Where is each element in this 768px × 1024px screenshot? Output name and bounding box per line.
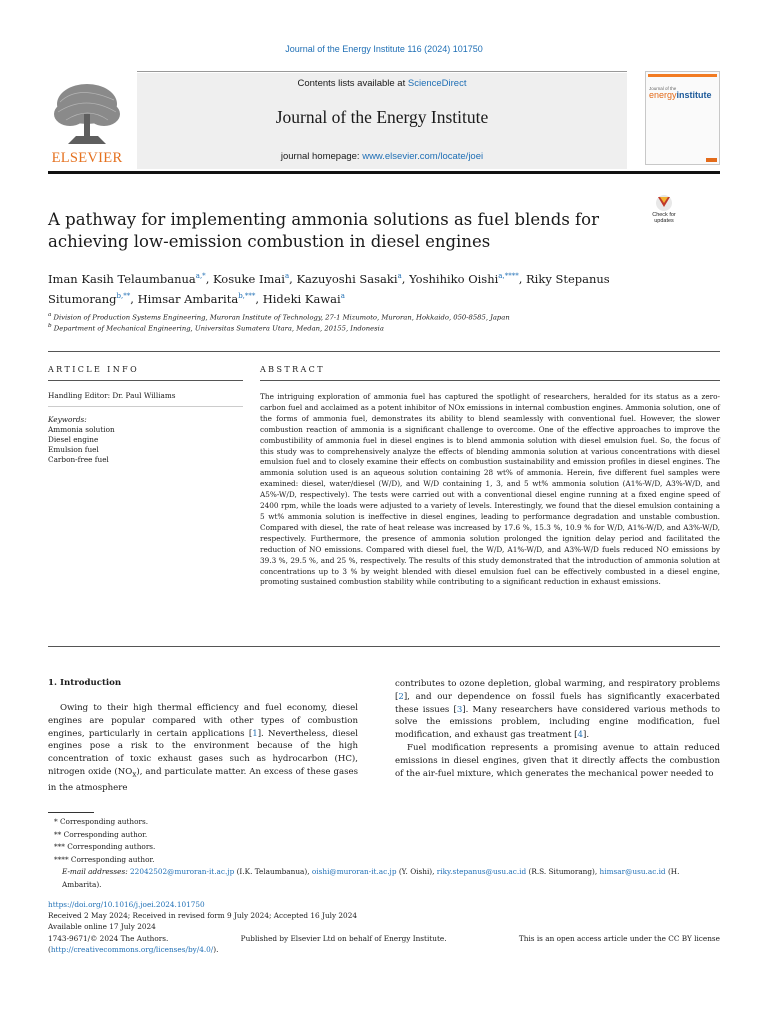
license-paren-close: ). (213, 944, 219, 954)
email-owner: (R.S. Situmorang), (528, 867, 598, 877)
contents-prefix: Contents lists available at (297, 78, 408, 89)
intro-paragraph: Fuel modification represents a promising avenue to attain reduced emissions in diesel engines, given that it directly affects the combustion of the air-fuel mixture, which generates the mechanical power needed to (395, 742, 720, 779)
keyword-item: Diesel engine (48, 435, 99, 444)
keyword-item: Emulsion fuel (48, 445, 99, 454)
author-affiliation-mark[interactable]: a,**** (498, 272, 519, 280)
keywords-label: Keywords: (48, 415, 87, 424)
affiliation-a (48, 312, 510, 321)
email-label: E-mail addresses: (62, 867, 128, 877)
sciencedirect-link[interactable]: ScienceDirect (407, 78, 467, 89)
author-affiliation-mark[interactable]: a (284, 272, 290, 280)
doi-link[interactable]: https://doi.org/10.1016/j.joei.2024.101750 (48, 900, 205, 909)
article-info-heading: ARTICLE INFO (48, 365, 140, 374)
citation-link[interactable]: 4 (577, 730, 583, 741)
email-addresses (48, 866, 720, 891)
author-affiliation-mark[interactable]: a (340, 291, 345, 300)
intro-text: Owing to their high thermal efficiency and fuel economy, diesel engines are popular compared with other types of combustion engines, particularly in certain applications [ (48, 703, 358, 739)
license-paren-open: ( (48, 944, 51, 954)
author-affiliation-mark[interactable]: b,*** (238, 291, 256, 300)
citation-link[interactable]: 1 (252, 728, 258, 739)
email-link[interactable]: oishi@muroran-it.ac.jp (311, 867, 397, 877)
author-name: Riky Stepanus Situmorang (48, 271, 610, 306)
header-top-rule (137, 71, 627, 72)
author-name: Iman Kasih Telaumbanua (48, 271, 196, 286)
journal-citation[interactable]: Journal of the Energy Institute 116 (2024) 101750 (285, 44, 483, 54)
author-affiliation-mark[interactable]: b,** (116, 291, 131, 300)
license-line (48, 933, 720, 944)
citation-link[interactable]: 3 (456, 704, 463, 715)
introduction-heading: 1. Introduction (48, 678, 122, 688)
article-info-rule (48, 380, 243, 381)
subscript-x: x (132, 769, 137, 779)
intro-text: ]. Many researchers have considered various methods to solve the emissions problem, including engine modification, fuel modification, and exhaust gas treatment [ (395, 704, 720, 741)
handling-editor-rule (48, 406, 243, 407)
cover-stripe (648, 74, 717, 77)
license-part: Published by Elsevier Ltd on behalf of Energy Institute. (240, 933, 447, 943)
email-owner: (I.K. Telaumbanua), (236, 867, 310, 877)
publication-info (48, 899, 720, 955)
email-owner: (H. Ambarita). (62, 867, 680, 889)
footnote-item: ** Corresponding author. (54, 829, 148, 839)
available-online: Available online 17 July 2024 (48, 922, 156, 932)
license-link[interactable]: http://creativecommons.org/licenses/by/4.0/ (50, 944, 214, 954)
author-affiliation-mark[interactable]: a (397, 272, 402, 280)
email-link[interactable]: himsar@usu.ac.id (599, 867, 666, 877)
author-name: Kazuyoshi Sasaki (296, 271, 398, 286)
author-affiliation-mark[interactable]: a,* (195, 272, 206, 280)
intro-text: ]. Nevertheless, diesel engines pose a risk to the environment because of the high concentration of toxic exhaust gases such as hydrocarbon (HC), nitrogen oxide (NO (48, 728, 358, 777)
keywords-list (48, 425, 115, 465)
intro-right-column (395, 678, 720, 780)
check-for-updates-label[interactable] (644, 212, 684, 224)
intro-text: ], and our dependence on fossil fuels has significantly exacerbated these issues [ (395, 691, 720, 715)
cover-title-line1: energy (649, 90, 677, 100)
keyword-item: Ammonia solution (48, 425, 115, 434)
email-owner: (Y. Oishi), (398, 867, 435, 877)
author-name: Himsar Ambarita (137, 291, 239, 306)
article-title: A pathway for implementing ammonia solutions as fuel blends for achieving low-emission combustion in diesel engines (48, 210, 599, 251)
license-part: This is an open access article under the CC BY license (518, 933, 720, 943)
footnote-item: *** Corresponding authors. (54, 842, 156, 852)
email-link[interactable]: 22042502@muroran-it.ac.jp (130, 867, 235, 877)
affiliation-text: Division of Production Systems Engineering, Muroran Institute of Technology, 27-1 Mizumoto, Muroran, Hokkaido, 050-8585, Japan (53, 313, 510, 322)
affiliation-mark: b (48, 323, 52, 329)
check-label-line1: Check for (652, 212, 676, 218)
author-list: Iman Kasih Telaumbanua$^{a,*}$, Kosuke Imai$^a$, Kazuyoshi Sasaki$^a$, Yoshihiko Oishi$^{a,****}$, Riky Stepanus Situmorang$^{b,**}$, Himsar Ambarita$^{b,***}$, Hideki Kawai$^a$ (48, 271, 610, 306)
email-link[interactable]: riky.stepanus@usu.ac.id (436, 867, 527, 877)
affiliation-mark: a (48, 312, 52, 318)
cover-footer-mark (706, 158, 717, 162)
footnote-rule (48, 812, 94, 813)
footnote-item: * Corresponding authors. (54, 817, 149, 826)
footnotes (48, 816, 720, 892)
elsevier-wordmark[interactable]: ELSEVIER (51, 150, 123, 166)
author-name: Kosuke Imai (213, 271, 285, 286)
contents-available-line (137, 78, 627, 89)
author-name: Yoshihiko Oishi (409, 271, 499, 286)
abstract-rule (260, 380, 720, 381)
license-part: 1743-9671/© 2024 The Authors. (48, 933, 169, 943)
homepage-link[interactable]: www.elsevier.com/locate/joei (362, 151, 484, 162)
cover-title-line2: institute (676, 90, 712, 100)
intro-left-column (48, 702, 358, 794)
affiliation-b (48, 323, 384, 332)
check-label-line2: updates (654, 218, 674, 224)
journal-name: Journal of the Energy Institute (275, 107, 489, 127)
handling-editor: Handling Editor: Dr. Paul Williams (48, 391, 176, 400)
footnote-item: **** Corresponding author. (54, 854, 155, 864)
affiliation-text: Department of Mechanical Engineering, Universitas Sumatera Utara, Medan, 20155, Indonesia (53, 324, 384, 333)
intro-text: ]. (583, 730, 590, 741)
abstract-bottom-rule (48, 646, 720, 647)
abstract-heading: ABSTRACT (260, 365, 325, 374)
homepage-prefix: journal homepage: (280, 151, 363, 162)
header-thick-rule (48, 171, 720, 174)
author-name: Hideki Kawai (262, 291, 341, 306)
intro-paragraph (395, 678, 720, 742)
license-link-line (48, 944, 720, 955)
intro-text: contributes to ozone depletion, global warming, and respiratory problems [ (395, 679, 720, 702)
journal-homepage-line (137, 151, 627, 162)
received-dates: Received 2 May 2024; Received in revised form 9 July 2024; Accepted 16 July 2024 (48, 911, 357, 921)
section-divider (48, 351, 720, 352)
abstract-text: The intriguing exploration of ammonia fuel has captured the spotlight of researchers, heralded for its status as a zero-carbon fuel and acclaimed as a potent inhibitor of NOx emissions in internal combustion engines. Ammonia solution, one of the forms of ammonia fuel, demonstrates its ability to blend seamlessly with conventional fuel. However, the slower combustion reaction of ammonia is a significant challenge to overcome. One of the effective approaches to improve the combustibility of ammonia fuel in diesel engines is to blend ammonia solution with diesel emulsion fuel. So, the focus of this study was to comprehensively analyze the effects of blending ammonia solution at various concentrations with diesel emulsion fuel and to closely examine their effects on combustion sustainability and emission profiles in diesel engines. The ammonia solution used is an aqueous solution containing 28 wt% of ammonia. Herein, five different fuel samples were examined: diesel, water/diesel (W/D), and W/D containing 1, 3, and 5 wt% ammonia solution (A1%-W/D, A3%-W/D, and A5%-W/D, respectively). The tests were carried out with a conventional diesel engine running at a fixed engine speed of 2400 rpm, while the loads were adjusted to a variety of levels. Interestingly, we found that the diesel emulsion containing a 5 wt% ammonia solution is ineffective in diesel engines, leading to performance degradation and unstable combustion. Compared with diesel, the rate of heat release was increased by 17.6 %, 15.3 %, 10.9 % for W/D, A1%-W/D, and A3%-W/D, respectively. Furthermore, the presence of ammonia solution prolonged the ignition delay period and facilitated the reduction of NO emissions. Compared with diesel fuel, the W/D, A1%-W/D, and A3%-W/D fuels reduced NO emissions by 39.3 %, 29.5 %, and 25 %, respectively. The results of this study demonstrated that the introduction of ammonia solution at concentrations up to 3 % by weight blended with diesel emulsion fuel can be effectively combusted in a diesel engine, promoting sustained combustion stability while contributing to a significant reduction in exhaust emissions. (260, 392, 720, 587)
keyword-item: Carbon-free fuel (48, 455, 109, 464)
intro-text: ), and particulate matter. An excess of these gases in the atmosphere (48, 766, 358, 793)
citation-link[interactable]: 2 (398, 691, 404, 702)
cover-title (649, 91, 712, 100)
cover-small-text: Journal of the (649, 86, 677, 91)
